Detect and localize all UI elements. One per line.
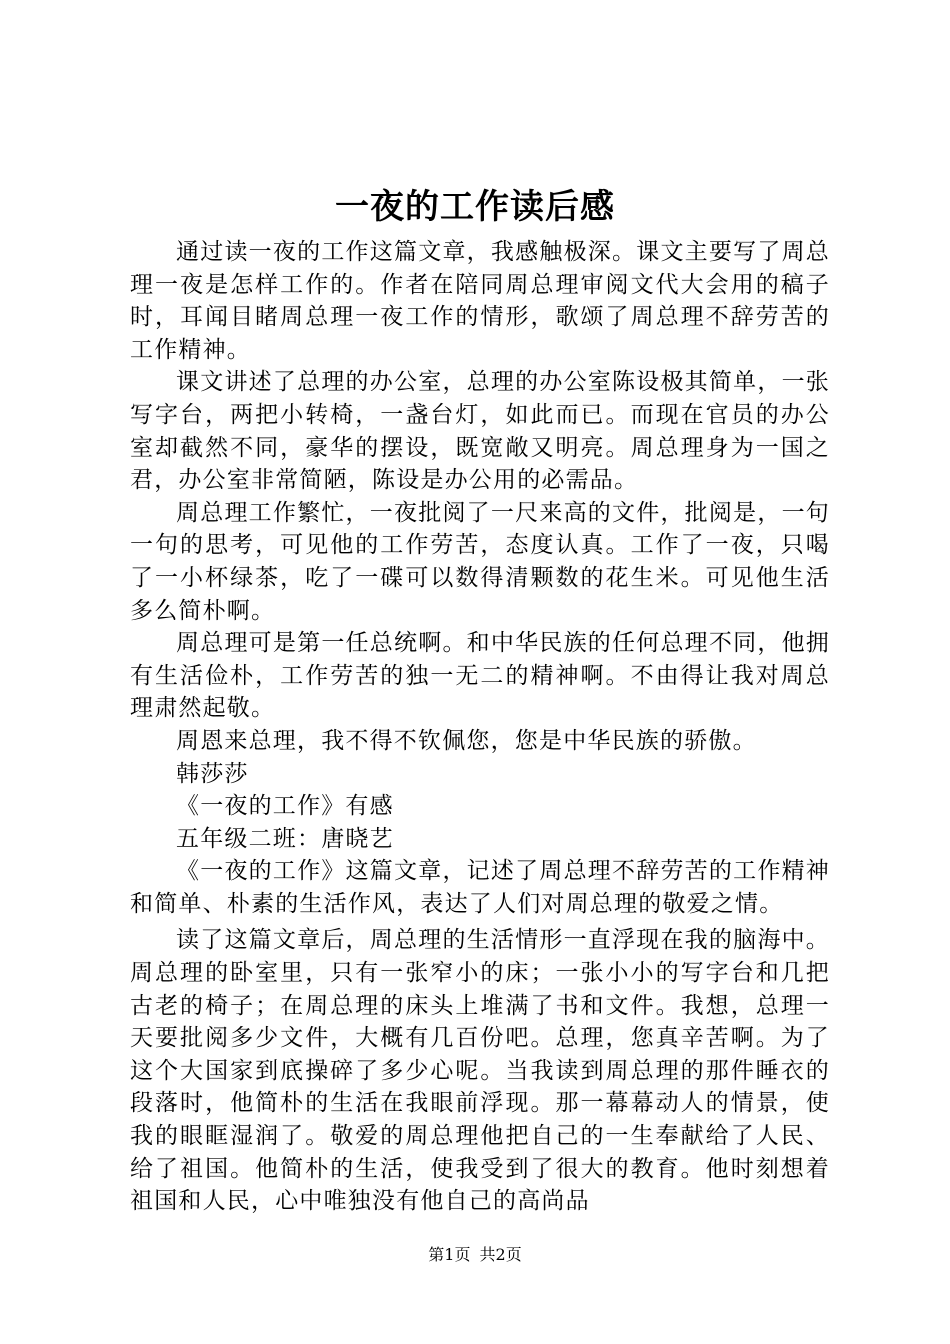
paragraph: 《一夜的工作》这篇文章，记述了周总理不辞劳苦的工作精神和简单、朴素的生活作风，表达了人们对周总理的敬爱之情。 bbox=[130, 858, 830, 917]
essay-subtitle: 《一夜的工作》有感 bbox=[176, 793, 394, 820]
document-body bbox=[130, 236, 830, 1218]
class-author-line: 五年级二班：唐晓艺 bbox=[176, 825, 394, 852]
page-footer bbox=[0, 1245, 950, 1265]
author-name: 韩莎莎 bbox=[176, 760, 249, 787]
paragraph: 课文讲述了总理的办公室，总理的办公室陈设极其简单，一张写字台，两把小转椅，一盏台灯，如此而已。而现在官员的办公室却截然不同，豪华的摆设，既宽敞又明亮。周总理身为一国之君，办公室非常简陋，陈设是办公用的必需品。 bbox=[130, 369, 830, 494]
paragraph: 周总理工作繁忙，一夜批阅了一尺来高的文件，批阅是，一句一句的思考，可见他的工作劳苦，态度认真。工作了一夜，只喝了一小杯绿茶，吃了一碟可以数得清颗数的花生米。可见他生活多么简朴啊。 bbox=[130, 499, 830, 624]
paragraph: 读了这篇文章后，周总理的生活情形一直浮现在我的脑海中。周总理的卧室里，只有一张窄小的床；一张小小的写字台和几把古老的椅子；在周总理的床头上堆满了书和文件。我想，总理一天要批阅多少文件，大概有几百份吧。总理，您真辛苦啊。为了这个大国家到底操碎了多少心呢。当我读到周总理的那件睡衣的段落时，他简朴的生活在我眼前浮现。那一幕幕动人的情景，使我的眼眶湿润了。敬爱的周总理他把自己的一生奉献给了人民、给了祖国。他简朴的生活，使我受到了很大的教育。他时刻想着祖国和人民，心中唯独没有他自己的高尚品 bbox=[130, 927, 830, 1215]
document-title: 一夜的工作读后感 bbox=[335, 187, 615, 227]
paragraph: 周总理可是第一任总统啊。和中华民族的任何总理不同，他拥有生活俭朴，工作劳苦的独一无二的精神啊。不由得让我对周总理肃然起敬。 bbox=[130, 630, 830, 722]
paragraph: 周恩来总理，我不得不钦佩您，您是中华民族的骄傲。 bbox=[176, 727, 757, 754]
page-total: 共2页 bbox=[479, 1245, 522, 1264]
paragraph: 通过读一夜的工作这篇文章，我感触极深。课文主要写了周总理一夜是怎样工作的。作者在陪同周总理审阅文代大会用的稿子时，耳闻目睹周总理一夜工作的情形，歌颂了周总理不辞劳苦的工作精神。 bbox=[130, 239, 830, 363]
page-number: 第1页 bbox=[428, 1245, 471, 1264]
